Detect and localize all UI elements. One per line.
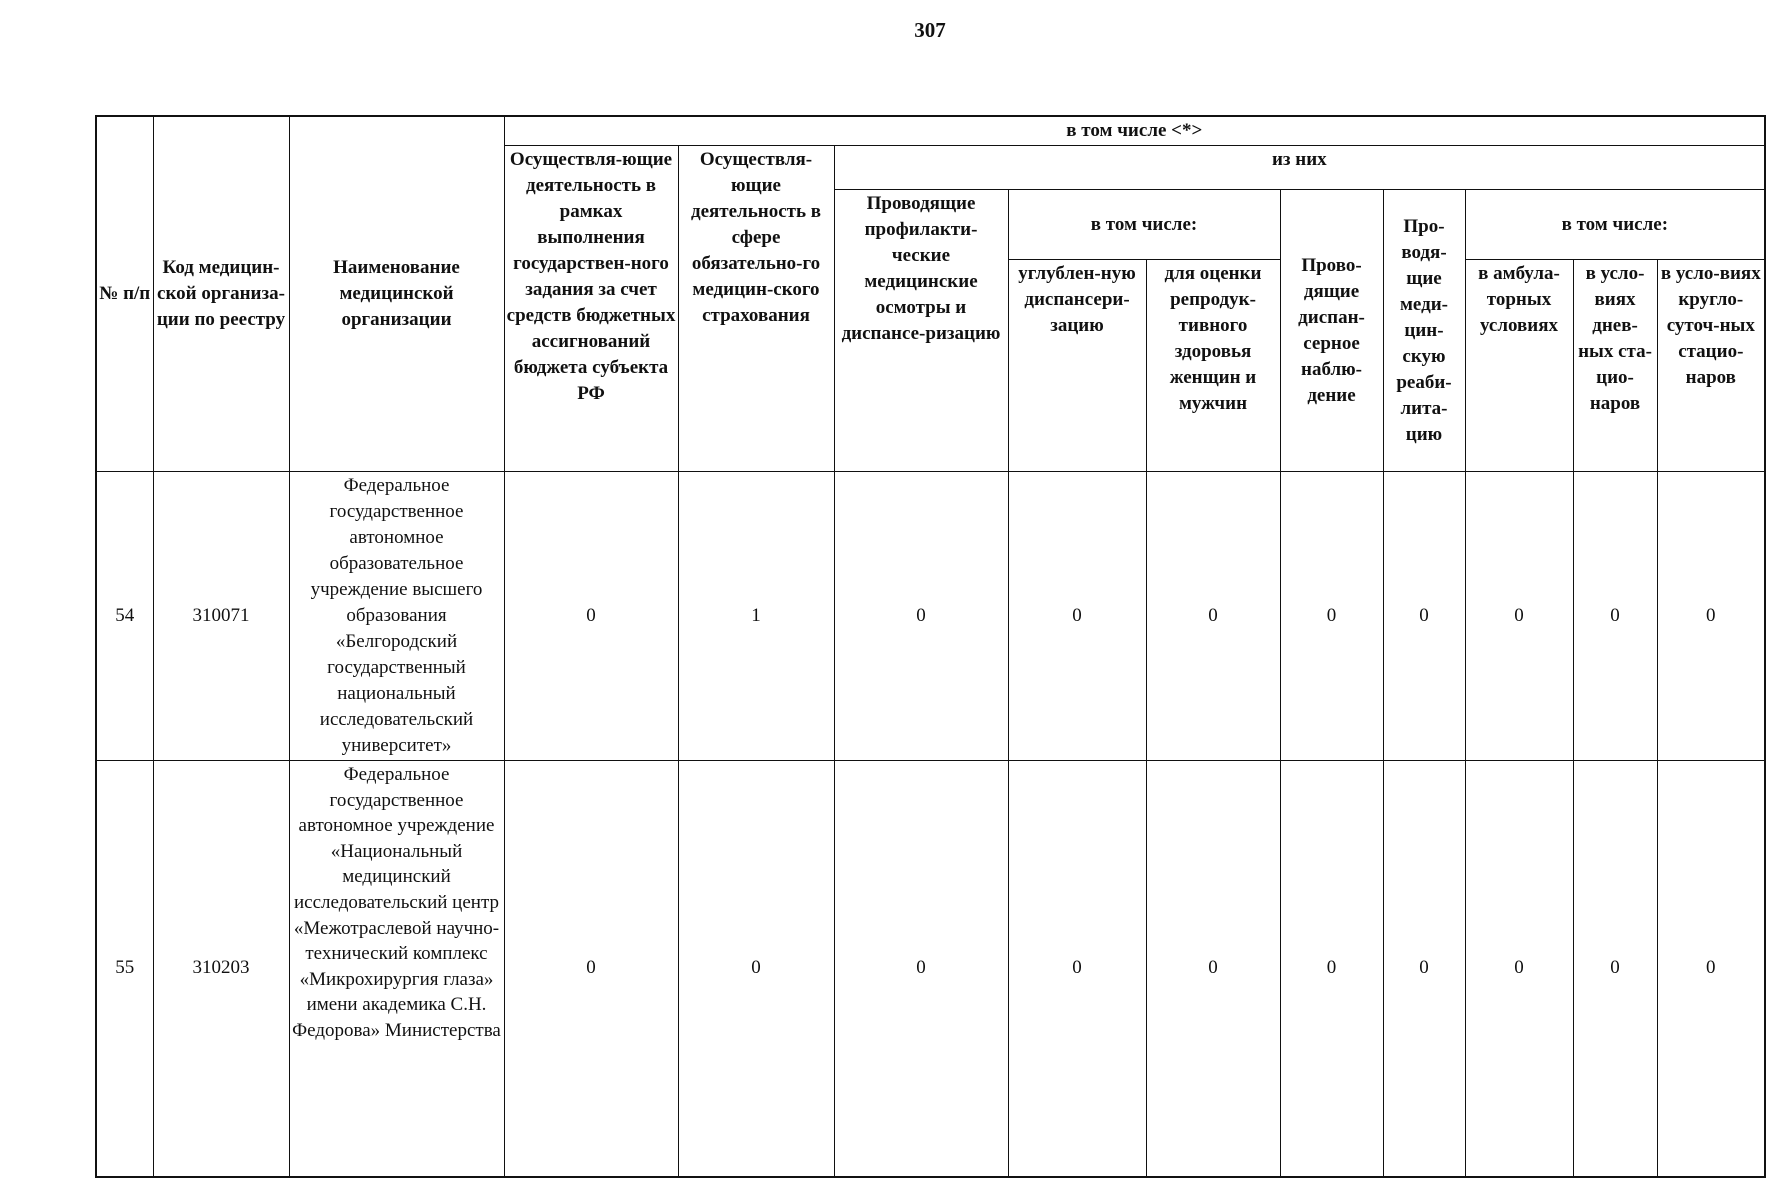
value-prof-exams: 0 [834,761,1008,1177]
medical-organizations-table [95,115,1766,1178]
header-including-1: в том числе: [1008,190,1280,260]
value-round-clock: 0 [1657,472,1765,761]
header-num: № п/п [96,116,153,472]
header-reproductive: для оценки репродук-тивного здоровья женщин и мужчин [1146,260,1280,472]
value-ambulatory: 0 [1465,472,1573,761]
row-org-name: Федеральное государственное автономное образовательное учреждение высшего образования «Белгородский государственный национальный исследовательский университет» [289,472,504,761]
value-disp-observation: 0 [1280,472,1383,761]
value-deep-disp: 0 [1008,472,1146,761]
page-number: 307 [914,18,946,42]
header-code: Код медицин-ской организа-ции по реестру [153,116,289,472]
row-org-name: Федеральное государственное автономное учреждение «Национальный медицинский исследовательский центр «Межотраслевой научно-технический комплекс «Микрохирургия глаза» имени академика С.Н. Федорова» Министерства [289,761,504,1177]
value-round-clock: 0 [1657,761,1765,1177]
value-day-hospital: 0 [1573,761,1657,1177]
header-deep-disp: углублен-ную диспансери-зацию [1008,260,1146,472]
header-including-2: в том числе: [1465,190,1765,260]
header-rehab: Про-водя-щие меди-цин-скую реаби-лита-цию [1383,190,1465,472]
header-state-task: Осуществля-ющие деятельность в рамках выполнения государствен-ного задания за счет средств бюджетных ассигнований бюджета субъекта РФ [504,146,678,472]
header-round-clock: в усло-виях кругло-суточ-ных стацио-наров [1657,260,1765,472]
header-oms: Осуществля-ющие деятельность в сфере обязательно-го медицин-ского страхования [678,146,834,472]
row-num: 55 [96,761,153,1177]
header-of-them: из них [834,146,1765,190]
value-state-task: 0 [504,761,678,1177]
value-ambulatory: 0 [1465,761,1573,1177]
header-prof-exams: Проводящие профилакти-ческие медицинские осмотры и диспансе-ризацию [834,190,1008,472]
value-reproductive: 0 [1146,472,1280,761]
value-state-task: 0 [504,472,678,761]
row-code: 310203 [153,761,289,1177]
value-oms: 0 [678,761,834,1177]
table-row [96,472,1765,761]
value-day-hospital: 0 [1573,472,1657,761]
value-prof-exams: 0 [834,472,1008,761]
header-including-star: в том числе <*> [504,116,1765,146]
value-oms: 1 [678,472,834,761]
value-rehab: 0 [1383,472,1465,761]
header-name: Наименование медицинской организации [289,116,504,472]
value-deep-disp: 0 [1008,761,1146,1177]
row-code: 310071 [153,472,289,761]
header-day-hospital: в усло-виях днев-ных ста-цио-наров [1573,260,1657,472]
row-num: 54 [96,472,153,761]
value-rehab: 0 [1383,761,1465,1177]
header-ambulatory: в амбула-торных условиях [1465,260,1573,472]
header-disp-observation: Прово-дящие диспан-серное наблю-дение [1280,190,1383,472]
value-disp-observation: 0 [1280,761,1383,1177]
value-reproductive: 0 [1146,761,1280,1177]
table-row [96,761,1765,1177]
